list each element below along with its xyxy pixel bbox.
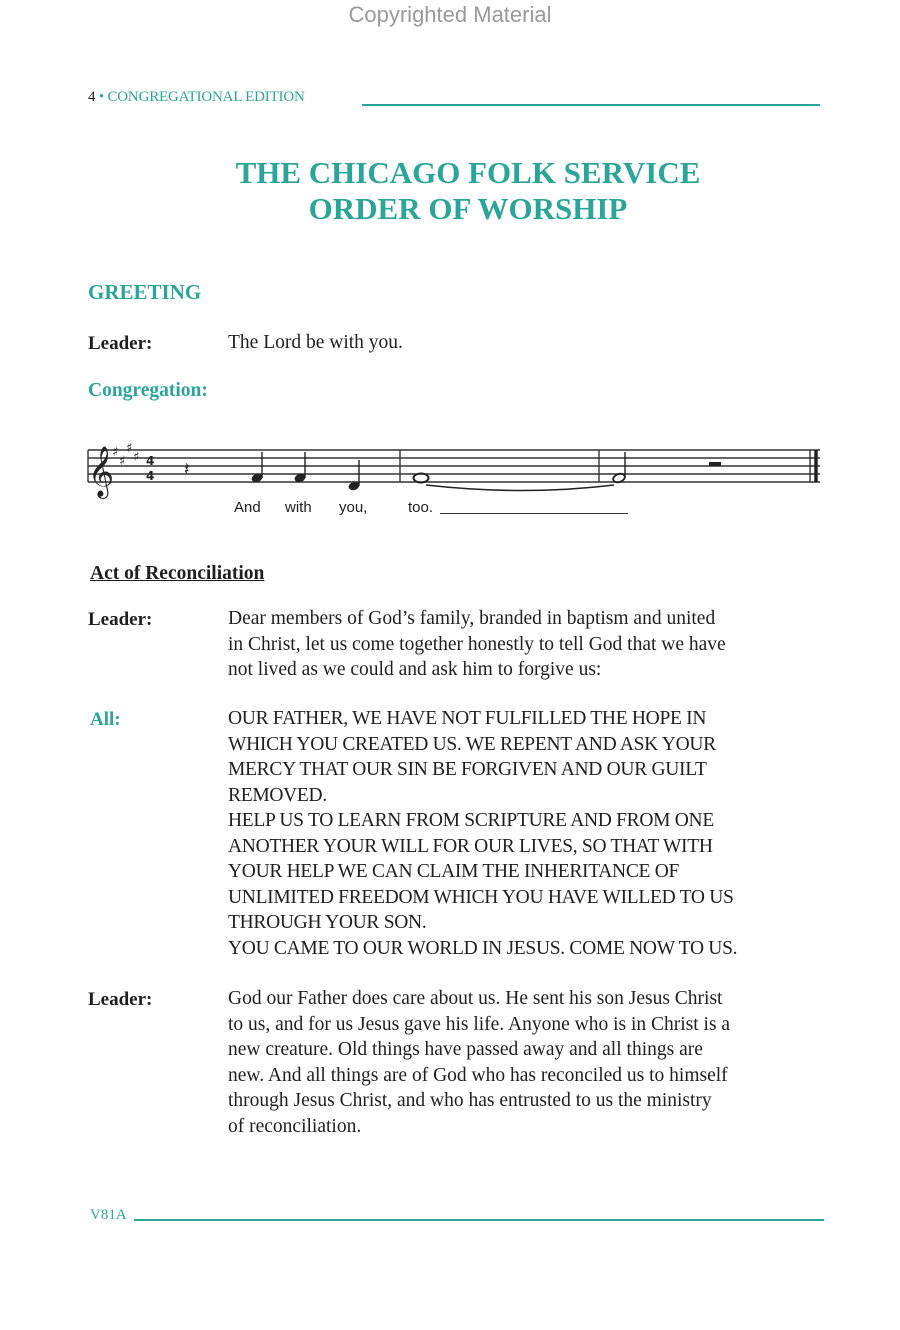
all-text-line: YOUR HELP WE CAN CLAIM THE INHERITANCE OF xyxy=(228,861,680,882)
page-title xyxy=(0,155,900,227)
whole-note xyxy=(414,474,429,483)
time-signature xyxy=(146,454,154,483)
leader-text-1-line: in Christ, let us come together honestly to tell God that we have xyxy=(228,633,726,655)
leader-text-1-line: not lived as we could and ask him to forgive us: xyxy=(228,659,602,680)
quarter-rest-icon: 𝄽 xyxy=(184,459,190,480)
header-bullet: • xyxy=(98,89,104,105)
title-line-2: ORDER OF WORSHIP xyxy=(308,191,628,226)
lyric-and: And xyxy=(234,499,261,516)
lyric-you: you, xyxy=(339,499,368,516)
note-2 xyxy=(293,452,306,484)
all-text-line: MERCY THAT OUR SIN BE FORGIVEN AND OUR GUILT xyxy=(228,759,707,780)
all-label: All: xyxy=(90,709,121,730)
music-staff xyxy=(84,430,824,500)
greeting-heading: GREETING xyxy=(88,280,202,304)
lyric-with: with xyxy=(285,499,312,516)
leader-text-2-line: new creature. Old things have passed away and all things are xyxy=(228,1039,703,1060)
note-3 xyxy=(347,460,360,492)
leader-text-2-line: through Jesus Christ, and who has entrusted to us the ministry xyxy=(228,1090,712,1111)
footer-code: V81A xyxy=(90,1207,127,1223)
svg-text:♯: ♯ xyxy=(112,445,119,460)
leader-text-2 xyxy=(228,986,730,1139)
tie xyxy=(426,485,614,491)
leader-label-1: Leader: xyxy=(88,609,153,630)
all-text-line: WHICH YOU CREATED US. WE REPENT AND ASK YOUR xyxy=(228,733,716,755)
all-text-line: YOU CAME TO OUR WORLD IN JESUS. COME NOW TO US. xyxy=(228,937,738,959)
svg-text:4: 4 xyxy=(146,454,155,468)
lyric-too: too. xyxy=(408,499,434,516)
note-1 xyxy=(250,452,263,484)
all-text-line: THROUGH YOUR SON. xyxy=(228,912,427,933)
reconciliation-heading: Act of Reconciliation xyxy=(90,563,265,584)
copyright-watermark: Copyrighted Material xyxy=(348,2,552,27)
greeting-leader-text: The Lord be with you. xyxy=(228,332,403,353)
all-text-line: OUR FATHER, WE HAVE NOT FULFILLED THE HOPE IN xyxy=(228,708,707,729)
congregation-label: Congregation: xyxy=(88,380,208,401)
leader-text-2-line: God our Father does care about us. He sent his son Jesus Christ xyxy=(228,988,723,1009)
all-text-line: HELP US TO LEARN FROM SCRIPTURE AND FROM ONE xyxy=(228,810,714,831)
greeting-leader-label: Leader: xyxy=(88,333,153,354)
all-text-line: REMOVED. xyxy=(228,784,327,806)
leader-text-2-line: new. And all things are of God who has reconciled us to himself xyxy=(228,1064,728,1086)
all-text-line: ANOTHER YOUR WILL FOR OUR LIVES, SO THAT WITH xyxy=(228,835,713,857)
leader-text-1-line: Dear members of God’s family, branded in baptism and united xyxy=(228,608,716,629)
svg-text:♯: ♯ xyxy=(126,441,133,456)
page-number: 4 xyxy=(88,89,96,105)
lyric-extender-line xyxy=(440,513,628,514)
treble-clef-icon: 𝄞 xyxy=(88,446,115,497)
svg-text:4: 4 xyxy=(146,469,155,483)
all-response-text xyxy=(228,706,737,961)
svg-text:♯: ♯ xyxy=(133,450,140,465)
all-text-line: UNLIMITED FREEDOM WHICH YOU HAVE WILLED TO US xyxy=(228,886,734,908)
title-line-1: THE CHICAGO FOLK SERVICE xyxy=(235,155,701,190)
leader-text-1 xyxy=(228,606,726,683)
half-note xyxy=(612,452,626,484)
footer-rule xyxy=(134,1219,824,1221)
leader-label-2: Leader: xyxy=(88,989,153,1010)
edition-label: CONGREGATIONAL EDITION xyxy=(107,89,305,105)
half-rest-icon xyxy=(709,462,721,466)
leader-text-2-line: of reconciliation. xyxy=(228,1115,362,1137)
svg-text:♯: ♯ xyxy=(119,454,126,469)
leader-text-2-line: to us, and for us Jesus gave his life. Anyone who is in Christ is a xyxy=(228,1013,731,1035)
key-signature xyxy=(112,441,139,469)
header-rule xyxy=(362,104,820,106)
running-header xyxy=(88,89,305,106)
